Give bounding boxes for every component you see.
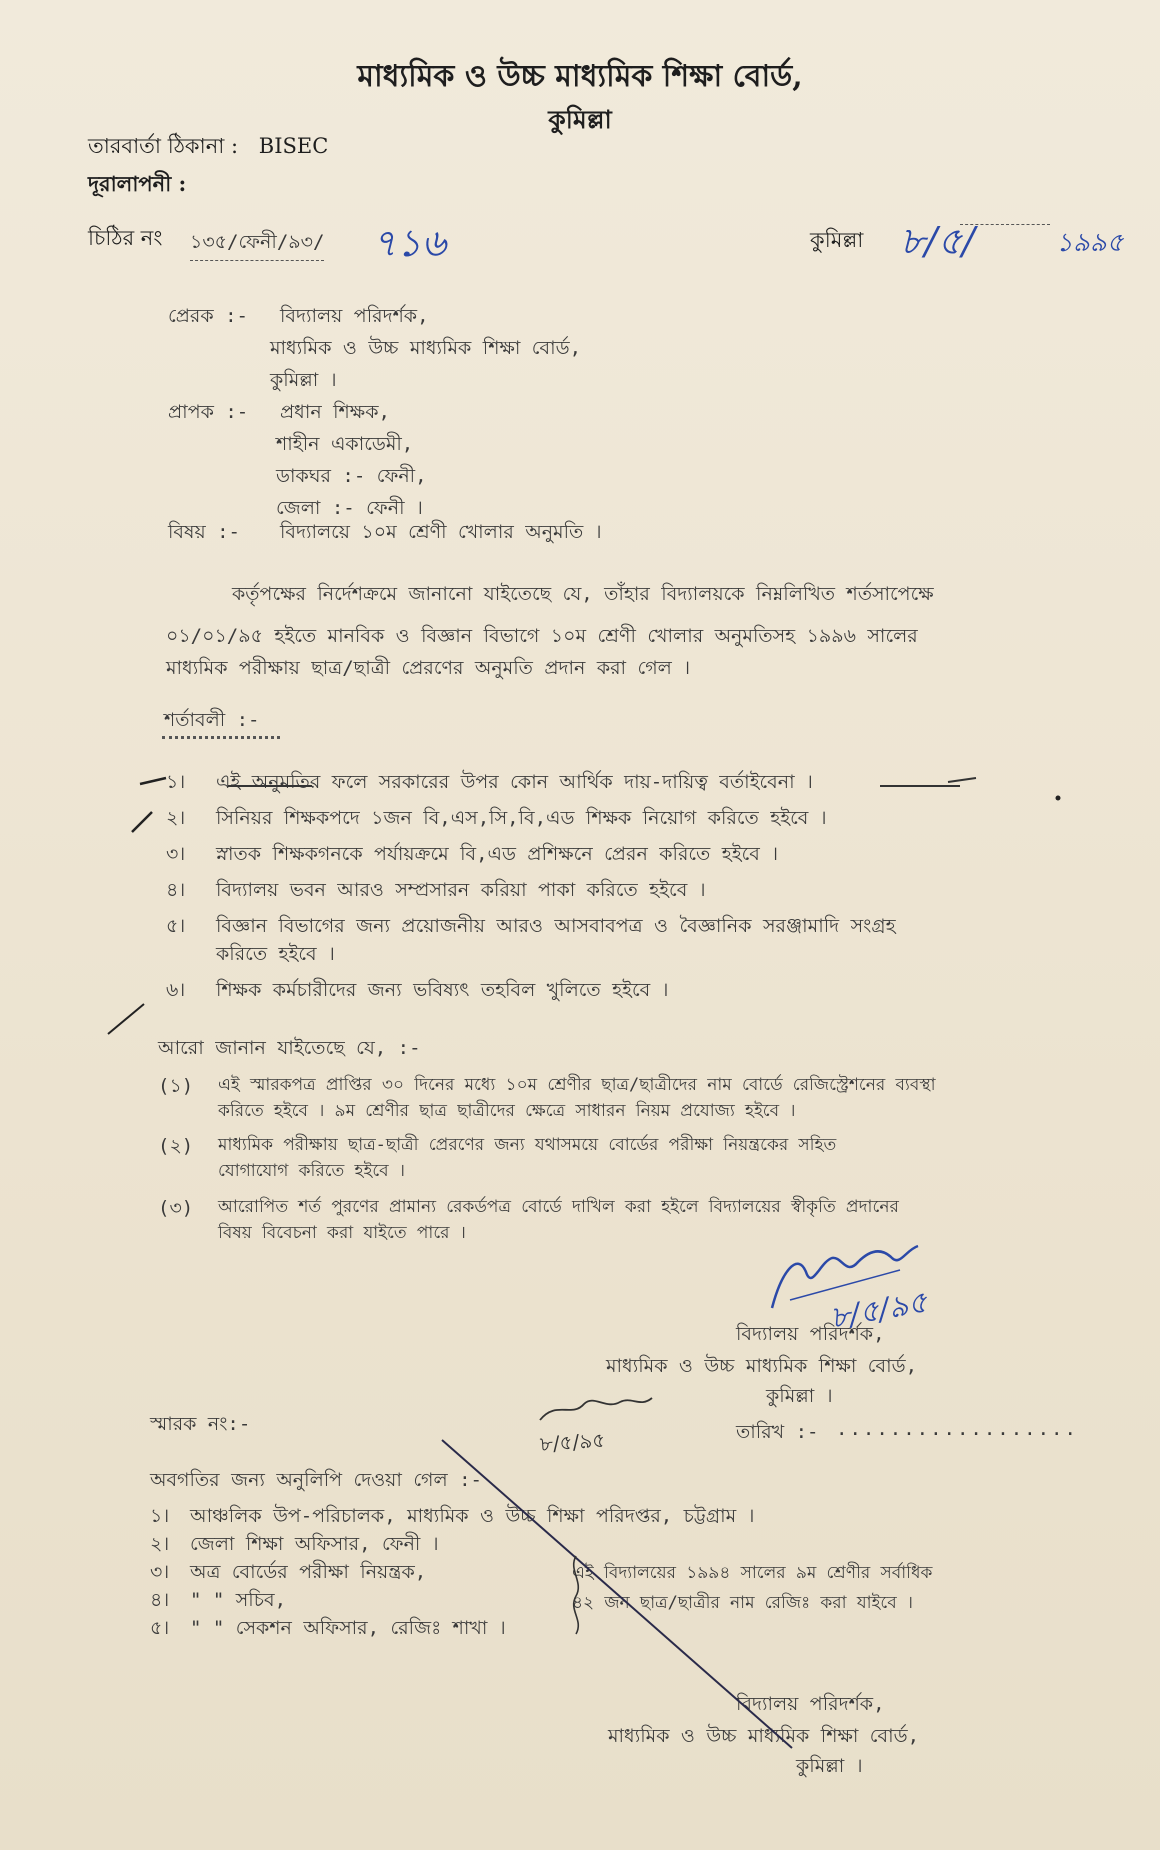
ref-number-handwritten: ৭১৬ — [372, 221, 447, 265]
note-brace-mark — [574, 1556, 579, 1634]
recipient-line-4: জেলা :- ফেনী । — [276, 497, 423, 519]
ref-label: চিঠির নং — [88, 226, 163, 250]
further-item-num: (৩) — [158, 1197, 194, 1219]
ink-dot — [1056, 796, 1061, 801]
sender-line-1: বিদ্যালয় পরিদর্শক, — [280, 305, 429, 327]
copy-item: ৩। অত্র বোর্ডের পরীক্ষা নিয়ন্ত্রক, — [150, 1561, 427, 1583]
signature-1-line-2: মাধ্যমিক ও উচ্চ মাধ্যমিক শিক্ষা বোর্ড, — [606, 1355, 918, 1377]
sender-label: প্রেরক :- — [168, 305, 248, 327]
memo-handwritten-date: ৮/৫/৯৫ — [539, 1427, 606, 1457]
conditions-heading: শর্তাবলী :- — [164, 709, 260, 731]
copy-item: ৪। " " সচিব, — [150, 1589, 287, 1611]
memo-label: স্মারক নং:- — [150, 1413, 251, 1435]
margin-tick-mark — [108, 1004, 144, 1034]
date-year: ১৯৯৫ — [1056, 228, 1124, 258]
further-item-line: এই স্মারকপত্র প্রাপ্তির ৩০ দিনের মধ্যে ১০ম শ্রেণীর ছাত্র/ছাত্রীদের নাম বোর্ডে রেজিস্ট্রেশনের ব্যবস্থা — [218, 1075, 936, 1095]
subject-label: বিষয় :- — [168, 521, 240, 543]
copy-item: ২। জেলা শিক্ষা অফিসার, ফেনী । — [150, 1533, 439, 1555]
margin-tick-mark — [140, 778, 166, 784]
telegram-value: BISEC — [258, 134, 329, 158]
diagonal-strike-line — [442, 1440, 792, 1748]
recipient-line-1: প্রধান শিক্ষক, — [280, 401, 390, 423]
signature-1-line-3: কুমিল্লা । — [766, 1385, 833, 1407]
condition-item: ৬। শিক্ষক কর্মচারীদের জন্য ভবিষ্যৎ তহবিল খুলিতে হইবে । — [166, 979, 669, 1001]
condition-item-continuation: করিতে হইবে । — [216, 943, 335, 965]
body-line-1: কর্তৃপক্ষের নির্দেশক্রমে জানানো যাইতেছে যে, তাঁহার বিদ্যালয়কে নিম্নলিখিত শর্তসাপেক্ষে — [232, 583, 934, 605]
signature-2-line-3: কুমিল্লা । — [796, 1755, 863, 1777]
further-item-line: মাধ্যমিক পরীক্ষায় ছাত্র-ছাত্রী প্রেরণের জন্য যথাসময়ে বোর্ডের পরীক্ষা নিয়ন্ত্রকের সহিত — [218, 1135, 837, 1155]
subject-text: বিদ্যালয়ে ১০ম শ্রেণী খোলার অনুমতি । — [280, 521, 602, 543]
further-item-line: বিষয় বিবেচনা করা যাইতে পারে । — [218, 1223, 466, 1243]
body-line-2: ০১/০১/৯৫ হইতে মানবিক ও বিজ্ঞান বিভাগে ১০ম শ্রেণী খোলার অনুমতিসহ ১৯৯৬ সালের — [166, 625, 918, 647]
further-item-num: (২) — [158, 1135, 194, 1157]
condition-item: ২। সিনিয়র শিক্ষকপদে ১জন বি,এস,সি,বি,এড শিক্ষক নিয়োগ করিতে হইবে । — [166, 807, 827, 829]
recipient-line-3: ডাকঘর :- ফেনী, — [276, 465, 427, 487]
telegram-label: তারবার্তা ঠিকানা : — [88, 134, 239, 158]
date-place-label: কুমিল্লা — [810, 228, 864, 252]
copies-note-line-1: এই বিদ্যালয়ের ১৯৯৪ সালের ৯ম শ্রেণীর সর্বাধিক — [572, 1563, 933, 1583]
signature-2-line-1: বিদ্যালয় পরিদর্শক, — [736, 1693, 885, 1715]
copy-item: ৫। " " সেকশন অফিসার, রেজিঃ শাখা । — [150, 1617, 506, 1639]
copy-item: ১। আঞ্চলিক উপ-পরিচালক, মাধ্যমিক ও উচ্চ শিক্ষা পরিদপ্তর, চট্টগ্রাম । — [150, 1505, 755, 1527]
signature-1-line-1: বিদ্যালয় পরিদর্শক, — [736, 1323, 885, 1345]
condition-item: ৩। স্নাতক শিক্ষকগনকে পর্যায়ক্রমে বি,এড প্রশিক্ষনে প্রেরন করিতে হইবে । — [166, 843, 779, 865]
copies-note-line-2: ৪২ জন ছাত্র/ছাত্রীর নাম রেজিঃ করা যাইবে । — [572, 1593, 913, 1613]
date-handwritten: ৮/৫/ — [900, 219, 975, 263]
condition-item: ১। এই অনুমতির ফলে সরকারের উপর কোন আর্থিক দায়-দায়িত্ব বর্তাইবেনা । — [166, 771, 813, 793]
further-item-num: (১) — [158, 1075, 194, 1097]
sender-line-3: কুমিল্লা । — [270, 369, 337, 391]
recipient-label: প্রাপক :- — [168, 401, 249, 423]
body-line-3: মাধ্যমিক পরীক্ষায় ছাত্র/ছাত্রী প্রেরণের অনুমতি প্রদান করা গেল । — [166, 657, 691, 679]
signature-1-date: ৮/৫/৯৫ — [827, 1284, 931, 1337]
further-item-line: যোগাযোগ করিতে হইবে । — [218, 1161, 405, 1181]
copies-heading: অবগতির জন্য অনুলিপি দেওয়া গেল :- — [150, 1469, 482, 1491]
recipient-line-2: শাহীন একাডেমী, — [276, 433, 414, 455]
condition-item: ৪। বিদ্যালয় ভবন আরও সম্প্রসারন করিয়া পাকা করিতে হইবে । — [166, 879, 706, 901]
sender-line-2: মাধ্যমিক ও উচ্চ মাধ্যমিক শিক্ষা বোর্ড, — [270, 337, 582, 359]
further-item-line: করিতে হইবে । ৯ম শ্রেণীর ছাত্র ছাত্রীদের ক্ষেত্রে সাধারন নিয়ম প্রযোজ্য হইবে । — [218, 1101, 796, 1121]
further-item-line: আরোপিত শর্ত পুরণের প্রামান্য রেকর্ডপত্র বোর্ডে দাখিল করা হইলে বিদ্যালয়ের স্বীকৃতি প্রদানের — [218, 1197, 899, 1217]
memo-date-dots: .................. — [836, 1418, 1078, 1440]
memo-date-label: তারিখ :- — [736, 1421, 819, 1443]
check-mark — [948, 778, 976, 782]
signature-2-line-2: মাধ্যমিক ও উচ্চ মাধ্যমিক শিক্ষা বোর্ড, — [608, 1725, 920, 1747]
margin-tick-mark — [132, 812, 152, 832]
further-heading: আরো জানান যাইতেছে যে, :- — [158, 1037, 421, 1059]
board-name-heading: মাধ্যমিক ও উচ্চ মাধ্যমিক শিক্ষা বোর্ড, — [357, 59, 803, 94]
ref-number-typed: ১৩৫/ফেনী/৯৩/ — [190, 228, 324, 261]
board-city-heading: কুমিল্লা — [548, 105, 612, 134]
condition-item: ৫। বিজ্ঞান বিভাগের জন্য প্রয়োজনীয় আরও আসবাবপত্র ও বৈজ্ঞানিক সরঞ্জামাদি সংগ্রহ — [166, 915, 896, 937]
phone-label: দূরালাপনী : — [88, 171, 187, 196]
memo-initials-scribble — [540, 1398, 652, 1420]
